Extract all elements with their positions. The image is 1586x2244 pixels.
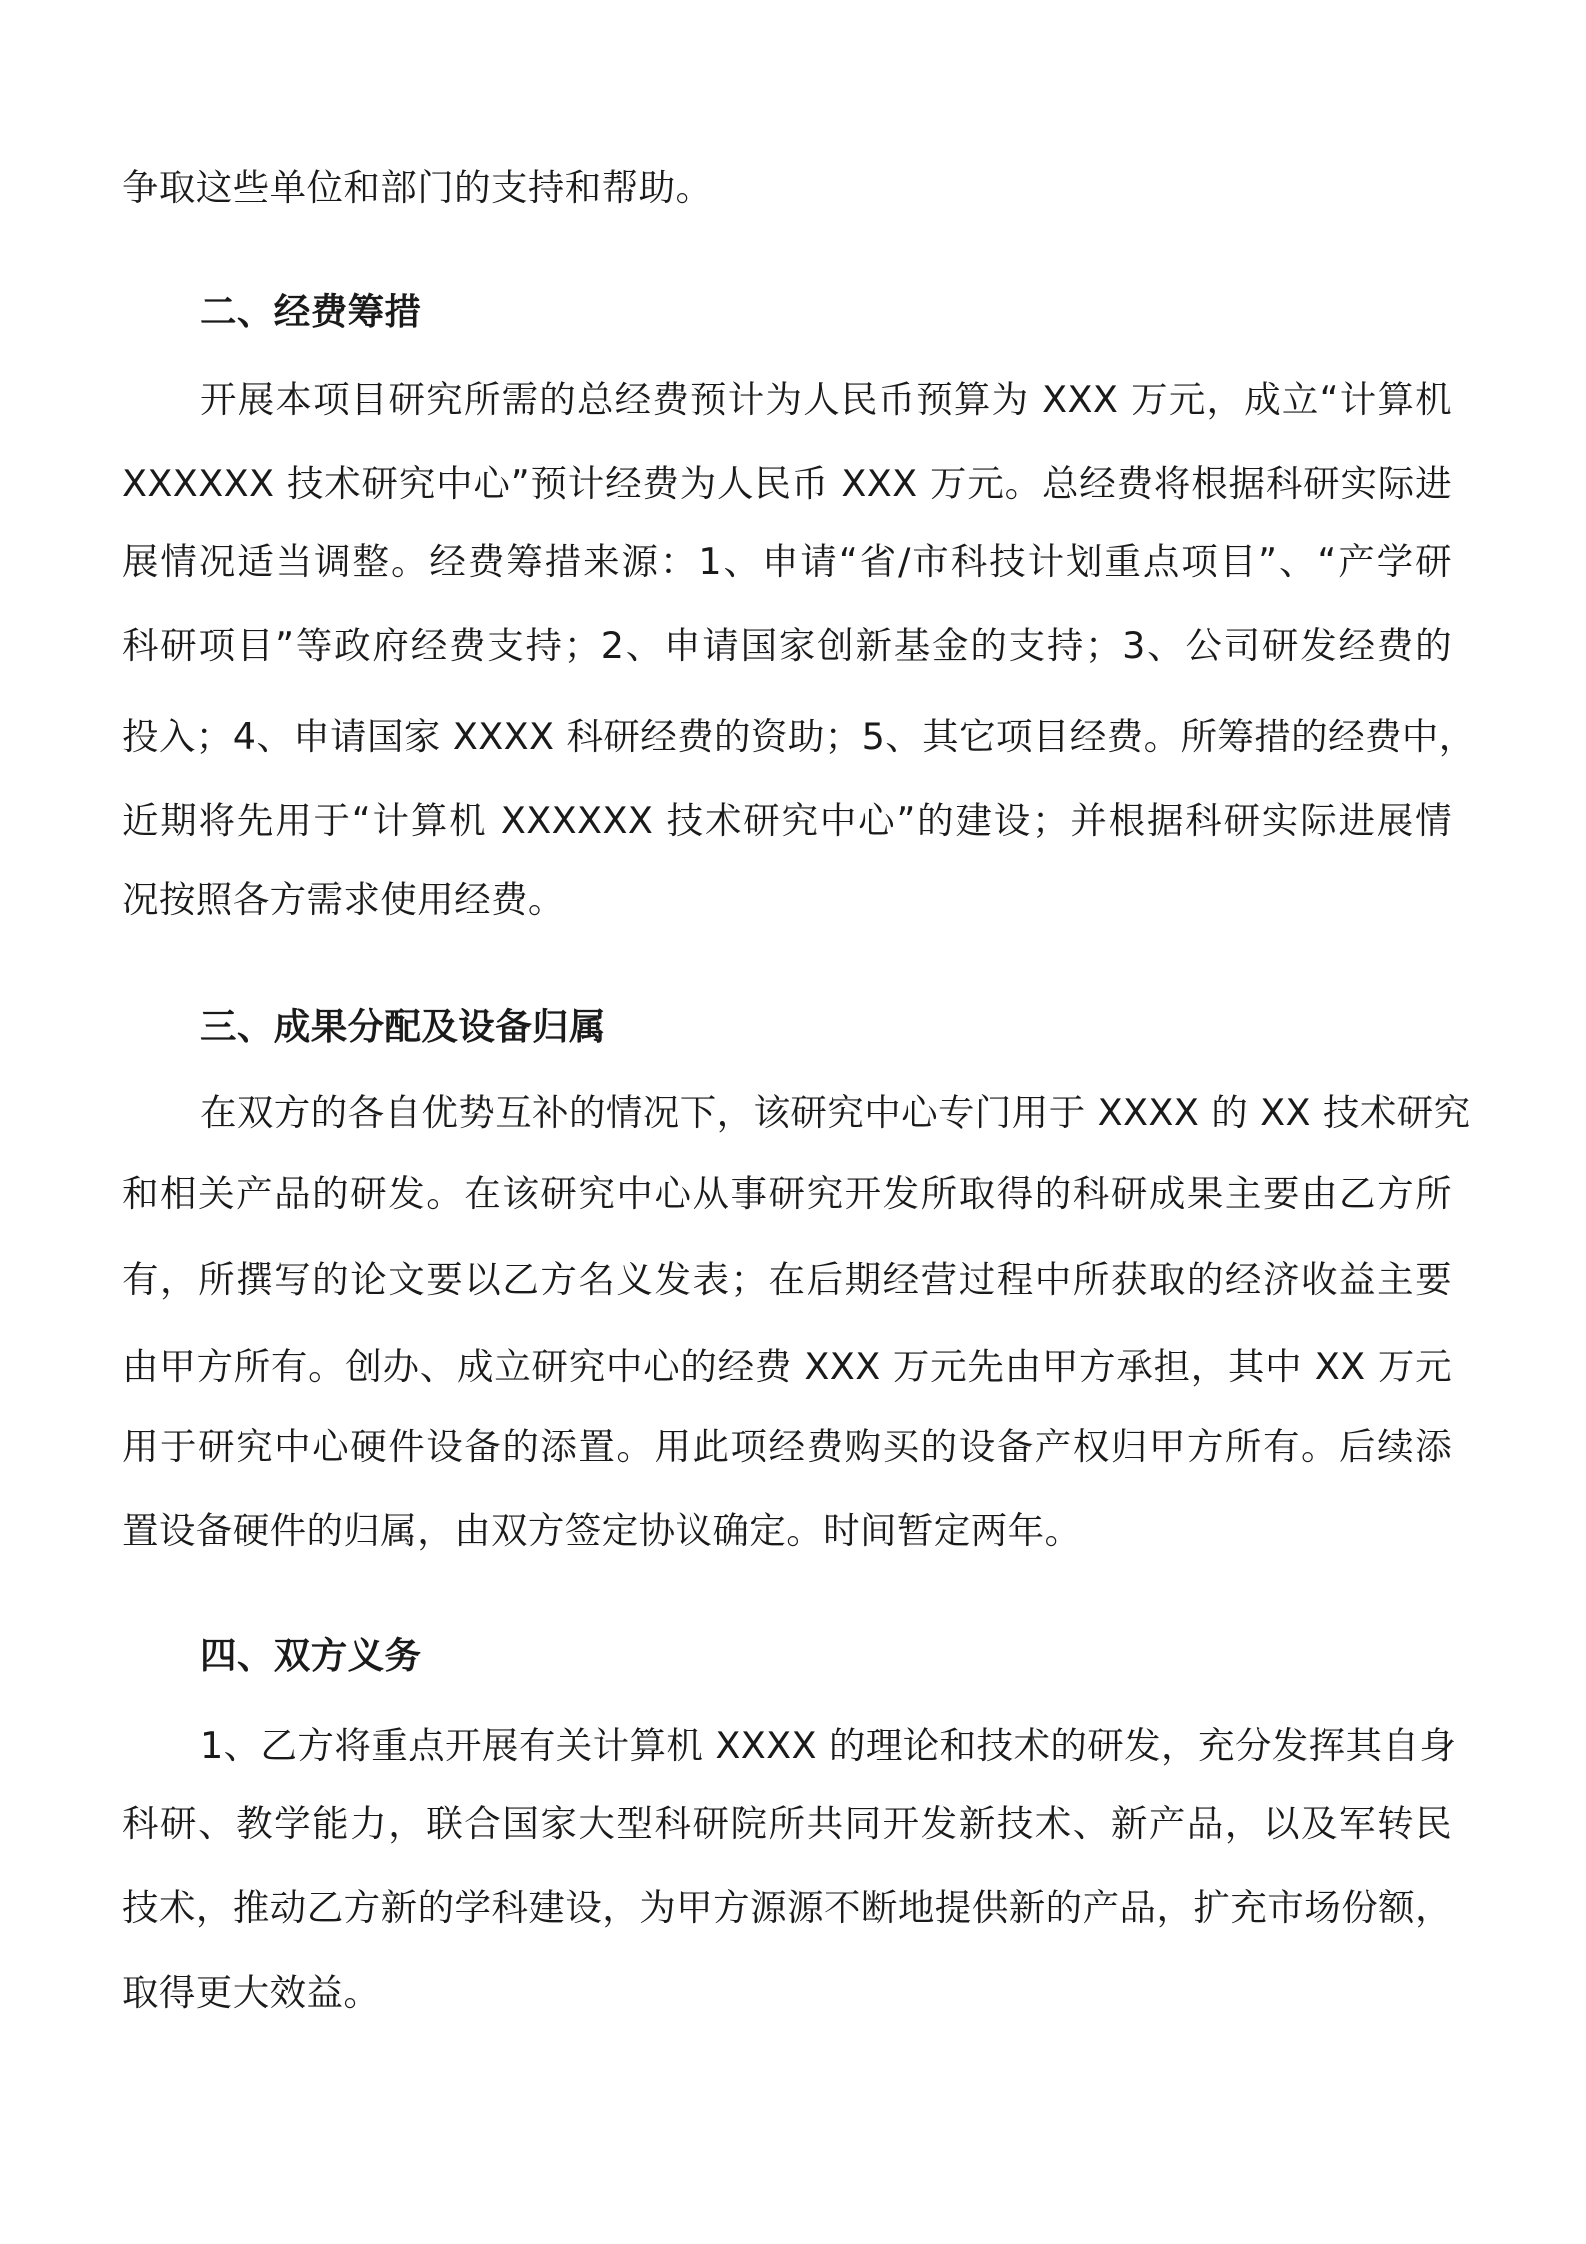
paragraph-line: 1、乙方将重点开展有关计算机 XXXX 的理论和技术的研发，充分发挥其自身 [200, 1724, 1457, 1767]
section-heading-results-equipment: 三、成果分配及设备归属 [200, 1005, 606, 1048]
paragraph-line: XXXXXX 技术研究中心”预计经费为人民币 XXX 万元。总经费将根据科研实际进 [122, 462, 1452, 505]
paragraph-line: 有，所撰写的论文要以乙方名义发表；在后期经营过程中所获取的经济收益主要 [122, 1258, 1452, 1301]
paragraph-line: 技术，推动乙方新的学科建设，为甲方源源不断地提供新的产品，扩充市场份额， [122, 1886, 1452, 1929]
paragraph-line: 置设备硬件的归属，由双方签定协议确定。时间暂定两年。 [122, 1509, 1082, 1552]
paragraph-line: 开展本项目研究所需的总经费预计为人民币预算为 XXX 万元，成立“计算机 [200, 378, 1452, 421]
intro-continuation-line: 争取这些单位和部门的支持和帮助。 [122, 166, 713, 209]
section-heading-obligations: 四、双方义务 [200, 1634, 422, 1677]
paragraph-line: 展情况适当调整。经费筹措来源：1、申请“省/市科技计划重点项目”、“产学研 [122, 540, 1452, 583]
paragraph-line: 投入；4、申请国家 XXXX 科研经费的资助；5、其它项目经费。所筹措的经费中， [122, 715, 1476, 758]
paragraph-line: 况按照各方需求使用经费。 [122, 878, 565, 921]
paragraph-line: 近期将先用于“计算机 XXXXXX 技术研究中心”的建设；并根据科研实际进展情 [122, 799, 1452, 842]
paragraph-line: 科研、教学能力，联合国家大型科研院所共同开发新技术、新产品，以及军转民 [122, 1802, 1452, 1845]
paragraph-line: 和相关产品的研发。在该研究中心从事研究开发所取得的科研成果主要由乙方所 [122, 1172, 1452, 1215]
paragraph-line: 在双方的各自优势互补的情况下，该研究中心专门用于 XXXX 的 XX 技术研究 [200, 1091, 1471, 1134]
paragraph-line: 由甲方所有。创办、成立研究中心的经费 XXX 万元先由甲方承担，其中 XX 万元 [122, 1345, 1452, 1388]
paragraph-line: 用于研究中心硬件设备的添置。用此项经费购买的设备产权归甲方所有。后续添 [122, 1425, 1452, 1468]
section-heading-funding: 二、经费筹措 [200, 290, 422, 333]
paragraph-line: 科研项目”等政府经费支持；2、申请国家创新基金的支持；3、公司研发经费的 [122, 624, 1452, 667]
paragraph-line: 取得更大效益。 [122, 1971, 381, 2014]
